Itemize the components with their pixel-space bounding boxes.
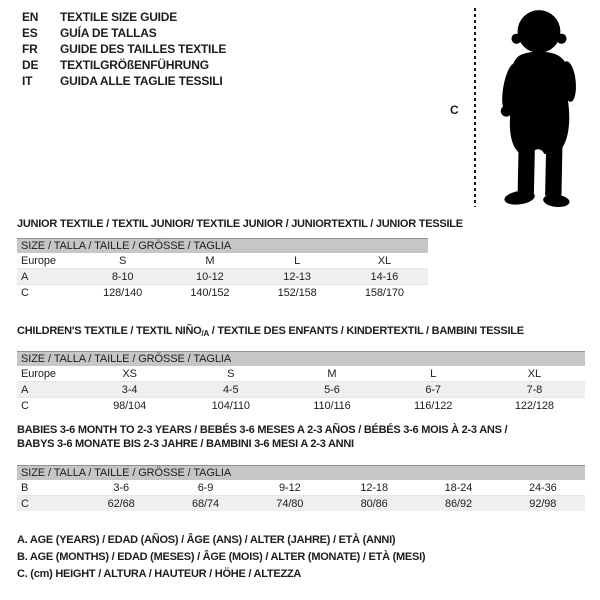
cell: S xyxy=(227,367,235,380)
junior-size-table xyxy=(17,238,428,300)
children-heading-post: / TEXTILE DES ENFANTS / KINDERTEXTIL / BAMBINI TESSILE xyxy=(208,325,524,337)
cell: 152/158 xyxy=(254,285,341,301)
row-label: A xyxy=(17,269,79,285)
row-label: A xyxy=(17,382,79,398)
row-label: C xyxy=(17,398,79,414)
cell: S xyxy=(119,254,127,267)
size-header-row xyxy=(17,466,585,481)
row-label: B xyxy=(21,481,29,494)
cell: 18-24 xyxy=(444,481,473,494)
cell: 104/110 xyxy=(180,398,281,414)
lang-row-fr xyxy=(22,41,226,57)
cell: 128/140 xyxy=(79,285,166,301)
table-row xyxy=(17,382,585,398)
cell: 7-8 xyxy=(484,382,585,398)
size-header-label: SIZE / TALLA / TAILLE / GRÖSSE / TAGLIA xyxy=(17,466,585,481)
row-label: C xyxy=(17,285,79,301)
lang-title: GUIDA ALLE TAGLIE TESSILI xyxy=(60,74,223,88)
children-section-heading xyxy=(17,324,524,341)
cell: 86/92 xyxy=(416,496,500,512)
lang-code: FR xyxy=(22,42,38,56)
cell: 5-6 xyxy=(281,382,382,398)
cell: 10-12 xyxy=(166,269,253,285)
lang-title: TEXTILE SIZE GUIDE xyxy=(60,10,178,24)
size-header-row xyxy=(17,352,585,367)
table-row xyxy=(17,496,585,512)
lang-code: DE xyxy=(22,58,39,72)
children-heading-sub: /A xyxy=(201,329,209,338)
size-header-label: SIZE / TALLA / TAILLE / GRÖSSE / TAGLIA xyxy=(17,239,428,254)
babies-size-table xyxy=(17,465,585,511)
cell: 9-12 xyxy=(279,481,301,494)
cell: 24-36 xyxy=(529,481,557,494)
babies-heading-line1: BABIES 3-6 MONTH TO 2-3 YEARS / BEBÉS 3-6 MESES A 2-3 AÑOS / BÉBÉS 3-6 MOIS À 2-3 ANS / xyxy=(17,424,508,436)
footnote-c: C. (cm) HEIGHT / ALTURA / HAUTEUR / HÖHE / ALTEZZA xyxy=(17,568,302,580)
cell: 68/74 xyxy=(163,496,247,512)
lang-row-de xyxy=(22,57,226,73)
cell: 14-16 xyxy=(341,269,428,285)
lang-title: GUIDE DES TAILLES TEXTILE xyxy=(60,42,227,56)
lang-title: TEXTILGRÖßENFÜHRUNG xyxy=(60,58,209,72)
footnote-a: A. AGE (YEARS) / EDAD (AÑOS) / ÂGE (ANS) / ALTER (JAHRE) / ETÀ (ANNI) xyxy=(17,534,396,546)
table-row xyxy=(17,366,585,382)
lang-title: GUÍA DE TALLAS xyxy=(60,26,157,40)
table-row xyxy=(17,269,428,285)
cell: L xyxy=(430,367,437,380)
size-header-row xyxy=(17,239,428,254)
cell: L xyxy=(294,254,301,267)
cell: XL xyxy=(527,367,541,380)
table-row xyxy=(17,480,585,496)
lang-row-es xyxy=(22,25,226,41)
cell: 3-4 xyxy=(79,382,180,398)
footnotes xyxy=(17,532,425,583)
cell: 62/68 xyxy=(79,496,163,512)
cell: 4-5 xyxy=(180,382,281,398)
children-size-table xyxy=(17,351,585,413)
children-heading-pre: CHILDREN'S TEXTILE / TEXTIL NIÑO xyxy=(17,325,202,337)
cell: M xyxy=(205,254,215,267)
toddler-silhouette-icon xyxy=(486,4,594,212)
lang-row-en xyxy=(22,9,226,25)
cell: 8-10 xyxy=(79,269,166,285)
cell: XS xyxy=(122,367,137,380)
height-measure-label: C xyxy=(450,103,459,117)
cell: 12-13 xyxy=(254,269,341,285)
cell: 12-18 xyxy=(360,481,388,494)
cell: 6-9 xyxy=(197,481,214,494)
height-measure-dashed-line xyxy=(474,8,476,207)
cell: XL xyxy=(377,254,391,267)
cell: 6-7 xyxy=(383,382,484,398)
cell: 3-6 xyxy=(113,481,129,494)
babies-heading-line2: BABYS 3-6 MONATE BIS 2-3 JAHRE / BAMBINI 3-6 MESI A 2-3 ANNI xyxy=(17,438,354,450)
cell: 116/122 xyxy=(383,398,484,414)
footnote-b: B. AGE (MONTHS) / EDAD (MESES) / ÂGE (MOIS) / ALTER (MONATE) / ETÀ (MESI) xyxy=(17,551,426,563)
cell: 122/128 xyxy=(484,398,585,414)
row-label: C xyxy=(17,496,79,512)
language-title-list xyxy=(22,9,226,89)
table-row xyxy=(17,398,585,414)
row-label: Europe xyxy=(21,367,56,380)
babies-section-heading xyxy=(17,423,517,451)
row-label: Europe xyxy=(21,254,56,267)
cell: 80/86 xyxy=(332,496,416,512)
lang-code: ES xyxy=(22,26,38,40)
cell: 92/98 xyxy=(501,496,585,512)
lang-code: IT xyxy=(22,74,33,88)
junior-section-heading: JUNIOR TEXTILE / TEXTIL JUNIOR/ TEXTILE JUNIOR / JUNIORTEXTIL / JUNIOR TESSILE xyxy=(17,218,463,230)
cell: 110/116 xyxy=(281,398,382,414)
cell: 158/170 xyxy=(341,285,428,301)
lang-row-it xyxy=(22,73,226,89)
size-header-label: SIZE / TALLA / TAILLE / GRÖSSE / TAGLIA xyxy=(17,352,585,367)
table-row xyxy=(17,253,428,269)
table-row xyxy=(17,285,428,301)
cell: M xyxy=(327,367,337,380)
cell: 98/104 xyxy=(79,398,180,414)
lang-code: EN xyxy=(22,10,39,24)
cell: 74/80 xyxy=(248,496,332,512)
cell: 140/152 xyxy=(166,285,253,301)
